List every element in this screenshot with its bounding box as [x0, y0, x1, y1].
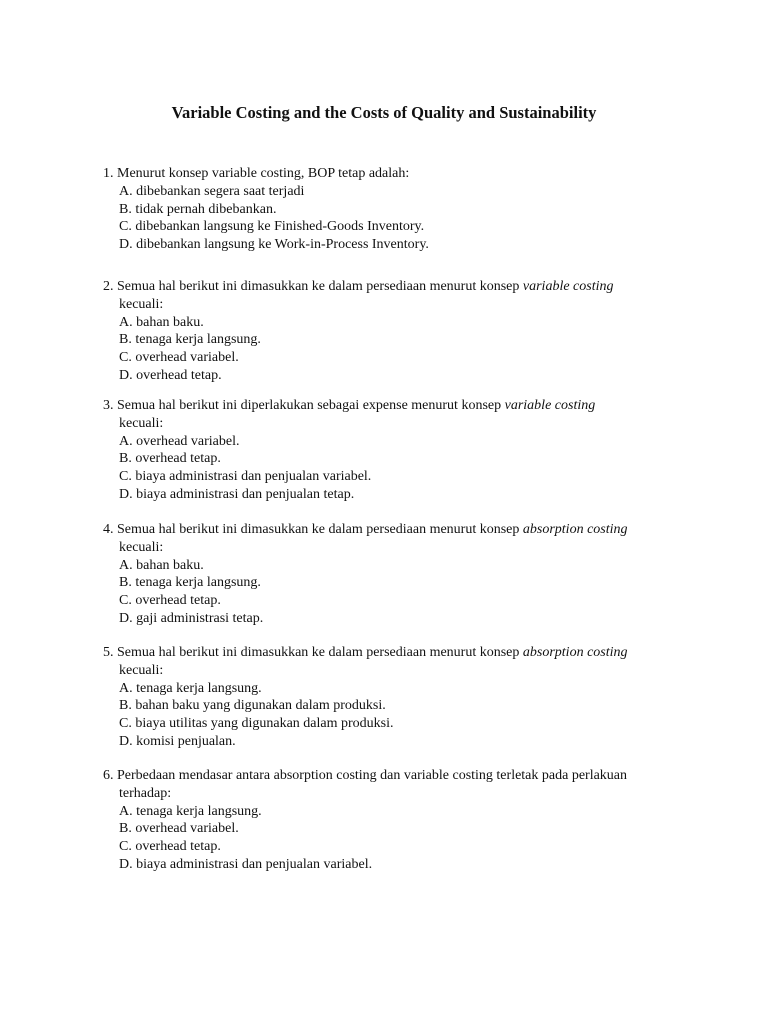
question-4 [103, 521, 683, 628]
option-a: A. overhead variabel. [119, 433, 240, 449]
question-text: Semua hal berikut ini dimasukkan ke dalam persediaan menurut konsep [117, 522, 520, 537]
option-c: C. overhead tetap. [119, 839, 221, 855]
question-stem [103, 397, 683, 433]
option-d: D. komisi penjualan. [119, 733, 236, 749]
option-a: A. tenaga kerja langsung. [119, 803, 262, 819]
question-emphasis: variable costing [504, 398, 596, 413]
answer-options [103, 680, 683, 751]
question-stem [103, 644, 683, 680]
question-continuation: kecuali: [119, 662, 164, 678]
answer-options [103, 433, 683, 504]
question-stem [103, 767, 683, 803]
question-emphasis: variable costing [522, 279, 614, 294]
option-c: C. biaya utilitas yang digunakan dalam produksi. [119, 716, 394, 732]
answer-options [103, 557, 683, 628]
option-b: B. overhead variabel. [119, 821, 239, 837]
question-6 [103, 767, 683, 874]
option-a: A. bahan baku. [119, 314, 204, 330]
option-b: B. tenaga kerja langsung. [119, 332, 261, 348]
question-continuation: kecuali: [119, 539, 164, 555]
option-c: C. dibebankan langsung ke Finished-Goods Inventory. [119, 219, 425, 235]
question-text: Semua hal berikut ini diperlakukan sebagai expense menurut konsep [117, 398, 502, 413]
question-stem [103, 165, 683, 183]
option-b: B. tidak pernah dibebankan. [119, 201, 277, 217]
question-emphasis: absorption costing [522, 645, 628, 660]
question-3 [103, 397, 683, 504]
option-d: D. overhead tetap. [119, 367, 222, 383]
option-c: C. biaya administrasi dan penjualan variabel. [119, 469, 372, 485]
option-a: A. tenaga kerja langsung. [119, 680, 262, 696]
option-b: B. overhead tetap. [119, 451, 221, 467]
question-text: Semua hal berikut ini dimasukkan ke dalam persediaan menurut konsep [117, 279, 520, 294]
answer-options [103, 314, 683, 385]
question-text: Semua hal berikut ini dimasukkan ke dalam persediaan menurut konsep [117, 645, 520, 660]
question-emphasis: absorption costing [522, 522, 628, 537]
question-number: 2. [103, 279, 114, 294]
option-d: D. dibebankan langsung ke Work-in-Process Inventory. [119, 237, 429, 253]
question-continuation: kecuali: [119, 415, 164, 431]
question-2 [103, 278, 683, 385]
question-number: 3. [103, 398, 114, 413]
question-number: 1. [103, 166, 114, 181]
question-stem [103, 278, 683, 314]
question-stem [103, 521, 683, 557]
question-5 [103, 644, 683, 751]
question-number: 4. [103, 522, 114, 537]
option-c: C. overhead tetap. [119, 593, 221, 609]
answer-options [103, 803, 683, 874]
option-a: A. dibebankan segera saat terjadi [119, 183, 305, 199]
option-c: C. overhead variabel. [119, 350, 239, 366]
question-continuation: terhadap: [119, 785, 172, 801]
question-number: 6. [103, 768, 114, 783]
question-1 [103, 165, 683, 254]
question-text: Perbedaan mendasar antara absorption costing dan variable costing terletak pada perlakuan [117, 768, 628, 783]
option-b: B. bahan baku yang digunakan dalam produksi. [119, 698, 386, 714]
option-d: D. gaji administrasi tetap. [119, 610, 264, 626]
option-d: D. biaya administrasi dan penjualan variabel. [119, 856, 373, 872]
option-d: D. biaya administrasi dan penjualan tetap. [119, 486, 355, 502]
answer-options [103, 183, 683, 254]
option-a: A. bahan baku. [119, 557, 204, 573]
question-continuation: kecuali: [119, 296, 164, 312]
question-number: 5. [103, 645, 114, 660]
page-title: Variable Costing and the Costs of Quality and Sustainability [171, 103, 597, 122]
question-text: Menurut konsep variable costing, BOP tetap adalah: [117, 166, 410, 181]
option-b: B. tenaga kerja langsung. [119, 575, 261, 591]
